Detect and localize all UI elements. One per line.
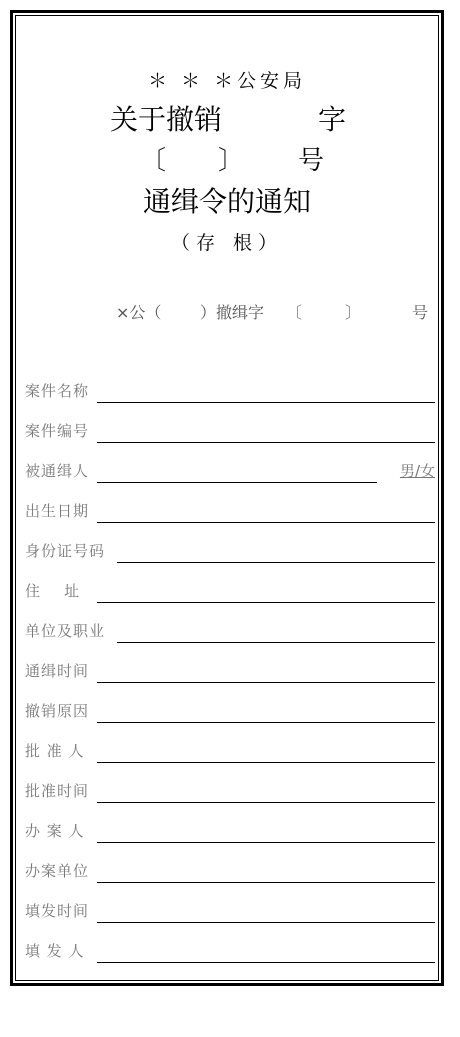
agency-name: ＊ ＊ ＊公安局 — [147, 70, 307, 92]
field-case-number — [25, 419, 435, 443]
field-wanted-time — [25, 659, 435, 683]
fill-line[interactable] — [97, 962, 435, 963]
doc-number-bracket-open: 〔 — [286, 303, 303, 322]
field-revocation-reason — [25, 699, 435, 723]
field-label: 填发时间 — [25, 902, 90, 920]
title-line2-bracket-close: 〕 — [218, 146, 245, 176]
field-approval-time — [25, 779, 435, 803]
fill-line[interactable] — [97, 922, 435, 923]
field-label: 办案单位 — [25, 862, 90, 880]
field-case-officer — [25, 819, 435, 843]
field-label: 案件编号 — [25, 422, 90, 440]
fill-line[interactable] — [97, 802, 435, 803]
title-line1-left: 关于撤销 — [110, 103, 223, 136]
field-label: 批准时间 — [25, 782, 90, 800]
field-employer-occupation — [25, 619, 435, 643]
field-handling-unit — [25, 859, 435, 883]
doc-number-bracket-close: 〕 — [345, 303, 362, 322]
field-label: 撤销原因 — [25, 702, 90, 720]
field-issue-time — [25, 899, 435, 923]
fill-line[interactable] — [117, 562, 435, 563]
field-issuer — [25, 939, 435, 963]
title-line1-right: 字 — [318, 103, 347, 136]
field-label: 身份证号码 — [25, 542, 106, 560]
field-wanted-person — [25, 459, 435, 483]
fill-line[interactable] — [97, 682, 435, 683]
doc-number-middle: ）撤缉字 — [200, 303, 265, 322]
field-approver — [25, 739, 435, 763]
doc-number-suffix: 号 — [412, 303, 429, 322]
fill-line[interactable] — [97, 442, 435, 443]
field-label: 住 址 — [25, 582, 81, 600]
field-label: 单位及职业 — [25, 622, 106, 640]
stub-label: （存 根） — [170, 232, 284, 254]
fill-line[interactable] — [97, 482, 377, 483]
gender-option[interactable]: 男/女 — [399, 462, 435, 480]
field-label: 通缉时间 — [25, 662, 90, 680]
fill-line[interactable] — [97, 402, 435, 403]
field-id-number — [25, 539, 435, 563]
field-birth-date — [25, 499, 435, 523]
field-address — [25, 579, 435, 603]
doc-number-prefix: ×公（ — [116, 303, 162, 322]
fill-line[interactable] — [97, 762, 435, 763]
title-line3: 通缉令的通知 — [142, 185, 311, 218]
fill-line[interactable] — [117, 642, 435, 643]
fill-line[interactable] — [97, 882, 435, 883]
field-label: 案件名称 — [25, 382, 90, 400]
fill-line[interactable] — [97, 602, 435, 603]
field-label: 出生日期 — [25, 502, 90, 520]
field-label: 办 案 人 — [25, 822, 85, 840]
fill-line[interactable] — [97, 722, 435, 723]
field-case-name — [25, 379, 435, 403]
field-label: 填 发 人 — [25, 942, 85, 960]
title-line2-bracket-open: 〔 — [140, 146, 167, 176]
fill-line[interactable] — [97, 522, 435, 523]
title-line2-number: 号 — [298, 146, 325, 176]
field-label: 被通缉人 — [25, 462, 90, 480]
field-label: 批 准 人 — [25, 742, 85, 760]
fill-line[interactable] — [97, 842, 435, 843]
